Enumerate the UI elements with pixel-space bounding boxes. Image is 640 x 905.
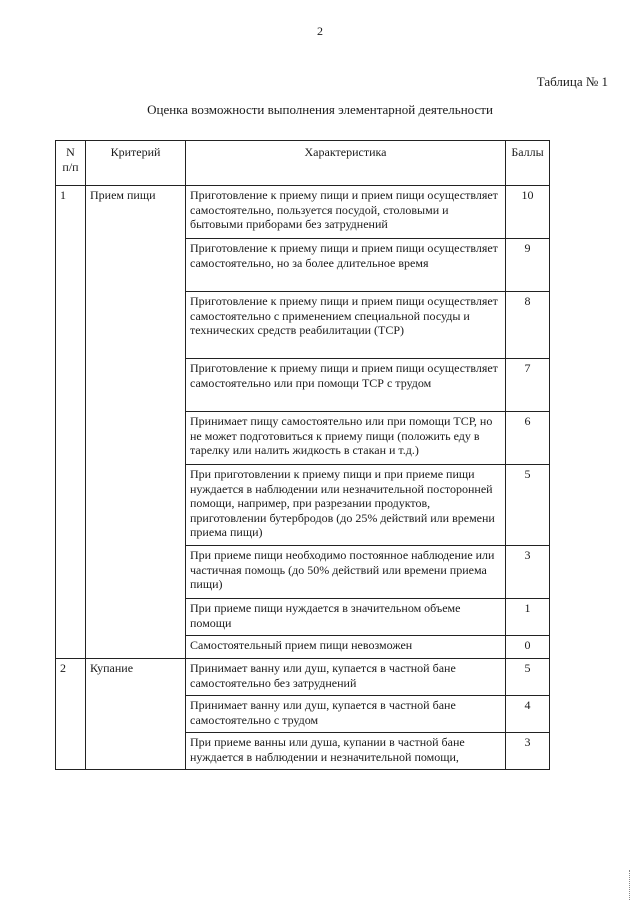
table-row	[56, 186, 550, 239]
page-number: 2	[317, 24, 323, 38]
characteristic-cell: При приготовлении к приему пищи и при приеме пищи нуждается в наблюдении или незначительной посторонней помощи, например, при разрезании продуктов, приготовлении бутербродов (до 25% действий или времени приема пищи)	[186, 465, 506, 546]
characteristic-cell: Приготовление к приему пищи и прием пищи осуществляет самостоятельно, пользуется посудой, столовыми и бытовыми приборами без затруднений	[186, 186, 506, 239]
characteristic-cell: Принимает ванну или душ, купается в частной бане самостоятельно без затруднений	[186, 659, 506, 696]
characteristic-cell: Приготовление к приему пищи и прием пищи осуществляет самостоятельно с применением специальной посуды и технических средств реабилитации (ТСР)	[186, 292, 506, 359]
score-cell: 5	[506, 465, 550, 546]
score-cell: 6	[506, 412, 550, 465]
score-cell: 8	[506, 292, 550, 359]
header-score: Баллы	[506, 141, 550, 186]
row-number: 1	[56, 186, 86, 659]
score-cell: 9	[506, 239, 550, 292]
table-header-row	[56, 141, 550, 186]
header-num: N п/п	[56, 141, 86, 186]
characteristic-cell: При приеме пищи нуждается в значительном объеме помощи	[186, 599, 506, 636]
table-row	[56, 659, 550, 696]
characteristic-cell: При приеме ванны или душа, купании в частной бане нуждается в наблюдении и незначительной помощи,	[186, 733, 506, 770]
characteristic-cell: Приготовление к приему пищи и прием пищи осуществляет самостоятельно или при помощи ТСР с трудом	[186, 359, 506, 412]
score-cell: 10	[506, 186, 550, 239]
characteristic-cell: Принимает ванну или душ, купается в частной бане самостоятельно с трудом	[186, 696, 506, 733]
score-cell: 5	[506, 659, 550, 696]
score-cell: 3	[506, 546, 550, 599]
score-cell: 0	[506, 636, 550, 659]
assessment-table	[55, 140, 550, 770]
characteristic-cell: При приеме пищи необходимо постоянное наблюдение или частичная помощь (до 50% действий или времени приема пищи)	[186, 546, 506, 599]
criterion-cell: Прием пищи	[86, 186, 186, 659]
header-criterion: Критерий	[86, 141, 186, 186]
score-cell: 1	[506, 599, 550, 636]
document-title: Оценка возможности выполнения элементарной деятельности	[147, 102, 493, 117]
characteristic-cell: Самостоятельный прием пищи невозможен	[186, 636, 506, 659]
table-label: Таблица № 1	[536, 74, 608, 89]
header-characteristic: Характеристика	[186, 141, 506, 186]
scan-artifact	[629, 870, 632, 900]
row-number: 2	[56, 659, 86, 770]
score-cell: 4	[506, 696, 550, 733]
characteristic-cell: Приготовление к приему пищи и прием пищи осуществляет самостоятельно, но за более длительное время	[186, 239, 506, 292]
characteristic-cell: Принимает пищу самостоятельно или при помощи ТСР, но не может подготовиться к приему пищи (положить еду в тарелку или налить жидкость в стакан и т.д.)	[186, 412, 506, 465]
score-cell: 3	[506, 733, 550, 770]
criterion-cell: Купание	[86, 659, 186, 770]
score-cell: 7	[506, 359, 550, 412]
